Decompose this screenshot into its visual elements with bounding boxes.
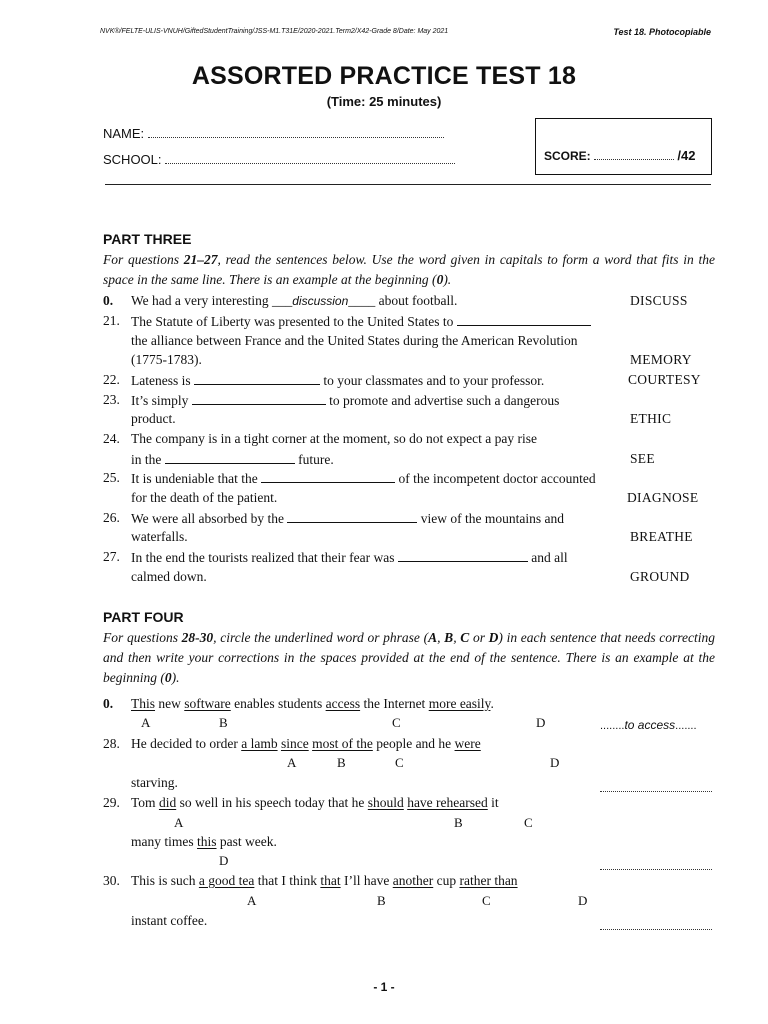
score-label: SCORE: <box>544 149 591 163</box>
q25-keyword: DIAGNOSE <box>627 490 699 505</box>
score-total: /42 <box>677 148 696 163</box>
q23-blank[interactable] <box>192 392 326 405</box>
q25-line1: It is undeniable that the of the incompetent doctor accounted <box>131 471 596 486</box>
q30-answer-field[interactable] <box>600 917 712 935</box>
q22-number: 22. <box>103 372 120 387</box>
school-label: SCHOOL: <box>103 152 162 167</box>
q25-line2: for the death of the patient. <box>131 490 278 505</box>
q23-keyword: ETHIC <box>630 411 672 426</box>
school-blank[interactable] <box>165 153 455 164</box>
q23-number: 23. <box>103 392 120 407</box>
example-answer: discussion <box>292 294 349 308</box>
q28-letter-a: A <box>287 755 297 770</box>
q28-option-b[interactable]: since <box>280 736 309 751</box>
q30-line1: This is such a good tea that I think that I’ll have another cup rather than <box>131 873 518 888</box>
q29-answer-field[interactable] <box>600 857 712 875</box>
q28-line1: He decided to order a lamb since most of the people and he were <box>131 736 481 751</box>
q26-keyword: BREATHE <box>630 529 693 544</box>
score-field[interactable] <box>544 148 695 163</box>
q28-letter-d: D <box>550 755 560 770</box>
q24-keyword: SEE <box>630 451 655 466</box>
q25-number: 25. <box>103 470 120 485</box>
q30-letter-b: B <box>377 893 386 908</box>
q29-option-b[interactable]: should <box>367 795 404 810</box>
q30-line2: instant coffee. <box>131 913 208 928</box>
q29-letter-a: A <box>174 815 184 830</box>
part-four-heading: PART FOUR <box>103 609 184 625</box>
example-keyword: DISCUSS <box>630 293 688 308</box>
q27-line1: In the end the tourists realized that their fear was and all <box>131 550 568 565</box>
q26-blank[interactable] <box>287 510 417 523</box>
score-blank[interactable] <box>594 149 674 160</box>
p4-example-sentence: This new software enables students access the Internet more easily. <box>131 696 494 711</box>
q27-keyword: GROUND <box>630 569 690 584</box>
q21-blank[interactable] <box>457 313 591 326</box>
q30-letter-d: D <box>578 893 588 908</box>
example-sentence: We had a very interesting ___discussion____ about football. <box>131 293 458 308</box>
q21-keyword: MEMORY <box>630 352 692 367</box>
q30-option-b[interactable]: that <box>320 873 341 888</box>
q29-number: 29. <box>103 795 120 810</box>
part-three-heading: PART THREE <box>103 231 192 247</box>
q30-option-a[interactable]: a good tea <box>198 873 255 888</box>
q29-option-a[interactable]: did <box>158 795 177 810</box>
q28-number: 28. <box>103 736 120 751</box>
q27-line2: calmed down. <box>131 569 207 584</box>
q29-letter-c: C <box>524 815 533 830</box>
q27-blank[interactable] <box>398 549 528 562</box>
q26-line2: waterfalls. <box>131 529 188 544</box>
q28-letter-b: B <box>337 755 346 770</box>
q21-line2: the alliance between France and the United States during the American Revolution <box>131 333 578 348</box>
q30-number: 30. <box>103 873 120 888</box>
p4-example-answer: ........to access....... <box>600 718 697 732</box>
q28-letter-c: C <box>395 755 404 770</box>
q30-letter-c: C <box>482 893 491 908</box>
q24-line2: in the future. <box>131 452 334 467</box>
document-header-right: Test 18. Photocopiable <box>613 27 711 37</box>
name-label: NAME: <box>103 126 145 141</box>
q25-blank[interactable] <box>261 470 395 483</box>
q28-line2: starving. <box>131 775 178 790</box>
q23-line1: It’s simply to promote and advertise such a dangerous <box>131 393 560 408</box>
q29-letter-b: B <box>454 815 463 830</box>
q29-line2: many times this past week. <box>131 834 277 849</box>
school-field[interactable] <box>103 152 455 167</box>
q22-line1: Lateness is to your classmates and to your professor. <box>131 373 545 388</box>
test-time: (Time: 25 minutes) <box>326 94 442 109</box>
name-field[interactable] <box>103 126 444 141</box>
q28-answer-field[interactable] <box>600 779 712 797</box>
q21-number: 21. <box>103 313 120 328</box>
q22-keyword: COURTESY <box>628 372 701 387</box>
q24-blank[interactable] <box>165 451 295 464</box>
part-three-instructions: For questions 21–27, read the sentences below. Use the word given in capitals to form a word that fits in the space in the same line. There is an example at the beginning (0). <box>103 252 715 287</box>
q28-option-a[interactable]: a lamb <box>241 736 278 751</box>
divider <box>105 184 711 185</box>
q23-line2: product. <box>131 411 176 426</box>
score-box <box>535 118 712 175</box>
q29-option-c[interactable]: have rehearsed <box>407 795 488 810</box>
q27-number: 27. <box>103 549 120 564</box>
q28-option-c[interactable]: most of the <box>312 736 373 751</box>
q24-number: 24. <box>103 431 120 446</box>
part-four-instructions: For questions 28-30, circle the underlined word or phrase (A, B, C or D) in each sentence that needs correcting and then write your corrections in the spaces provided at the end of the sentence. There is an example at the beginning (0). <box>103 630 715 685</box>
q29-option-d[interactable]: this <box>197 834 217 849</box>
q30-option-d[interactable]: rather than <box>459 873 518 888</box>
q22-blank[interactable] <box>194 372 320 385</box>
q28-option-d[interactable]: were <box>454 736 481 751</box>
q26-number: 26. <box>103 510 120 525</box>
p4-example-letter-d: D <box>536 715 546 730</box>
document-header-left: NVK®/FELTE-ULIS-VNUH/GiftedStudentTraining/JSS-M1.T31E/2020-2021.Term2/X42-Grade 8/Date: May 2021 <box>100 28 449 35</box>
p4-example-letter-a: A <box>141 715 151 730</box>
q29-letter-d: D <box>219 853 229 868</box>
q30-letter-a: A <box>247 893 257 908</box>
page-number: - 1 - <box>373 980 395 994</box>
name-blank[interactable] <box>148 127 444 138</box>
p4-example-number: 0. <box>103 696 114 711</box>
q21-line1: The Statute of Liberty was presented to the United States to <box>131 313 591 330</box>
p4-example-letter-b: B <box>219 715 228 730</box>
p4-example-letter-c: C <box>392 715 401 730</box>
q26-line1: We were all absorbed by the view of the mountains and <box>131 511 564 526</box>
test-title: ASSORTED PRACTICE TEST 18 <box>191 62 577 90</box>
example-number: 0. <box>103 293 114 308</box>
q21-line3: (1775-1783). <box>131 352 202 367</box>
q30-option-c[interactable]: another <box>392 873 434 888</box>
q24-line1: The company is in a tight corner at the moment, so do not expect a pay rise <box>131 431 538 446</box>
q29-line1: Tom did so well in his speech today that he should have rehearsed it <box>131 795 499 810</box>
